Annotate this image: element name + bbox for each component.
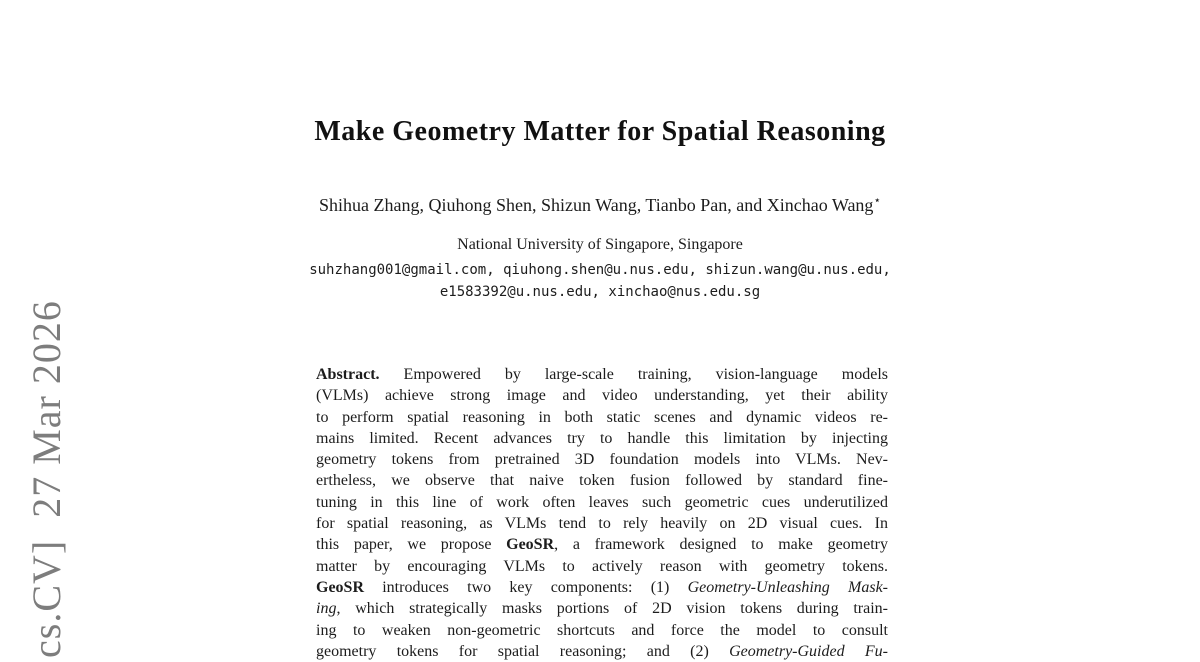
- authors-names: Shihua Zhang, Qiuhong Shen, Shizun Wang, Tianbo Pan, and Xinchao Wang: [319, 195, 874, 215]
- abstract-line: Abstract. Empowered by large-scale training, vision-language models: [316, 366, 888, 383]
- abstract-line: to perform spatial reasoning in both static scenes and dynamic videos re-: [316, 408, 888, 426]
- authors-line: [0, 193, 1200, 216]
- abstract-line: ertheless, we observe that naive token fusion followed by standard fine-: [316, 472, 888, 490]
- abstract-line: this paper, we propose GeoSR, a framework designed to make geometry: [316, 536, 888, 554]
- abstract-line: ing, which strategically masks portions of 2D vision tokens during train-: [316, 600, 888, 618]
- abstract-line: (VLMs) achieve strong image and video understanding, yet their ability: [316, 387, 888, 405]
- arxiv-stamp-watermark: cs.CV] 27 Mar 2026: [24, 300, 69, 658]
- abstract-block: [316, 364, 888, 662]
- abstract-line: for spatial reasoning, as VLMs tend to rely heavily on 2D visual cues. In: [316, 515, 888, 533]
- email-line-1: suhzhang001@gmail.com, qiuhong.shen@u.nus.edu, shizun.wang@u.nus.edu,: [309, 262, 891, 278]
- paper-title: Make Geometry Matter for Spatial Reasoning: [314, 116, 886, 147]
- abstract-line: matter by encouraging VLMs to actively reason with geometry tokens.: [316, 557, 888, 575]
- abstract-line: mains limited. Recent advances try to handle this limitation by injecting: [316, 429, 888, 447]
- abstract-line: GeoSR introduces two key components: (1) Geometry-Unleashing Mask-: [316, 578, 889, 596]
- abstract-line: ing to weaken non-geometric shortcuts and force the model to consult: [316, 621, 888, 639]
- affiliation-line: National University of Singapore, Singapore: [457, 236, 743, 253]
- abstract-line: geometry tokens for spatial reasoning; and (2) Geometry-Guided Fu-: [316, 642, 888, 660]
- abstract-lines: [316, 364, 888, 662]
- abstract-line: geometry tokens from pretrained 3D foundation models into VLMs. Nev-: [316, 451, 888, 469]
- author-footnote-star: ⋆: [873, 193, 881, 207]
- abstract-line: tuning in this line of work often leaves such geometric cues underutilized: [316, 493, 888, 511]
- email-line-2: e1583392@u.nus.edu, xinchao@nus.edu.sg: [439, 284, 761, 300]
- emails-block: [0, 259, 1200, 303]
